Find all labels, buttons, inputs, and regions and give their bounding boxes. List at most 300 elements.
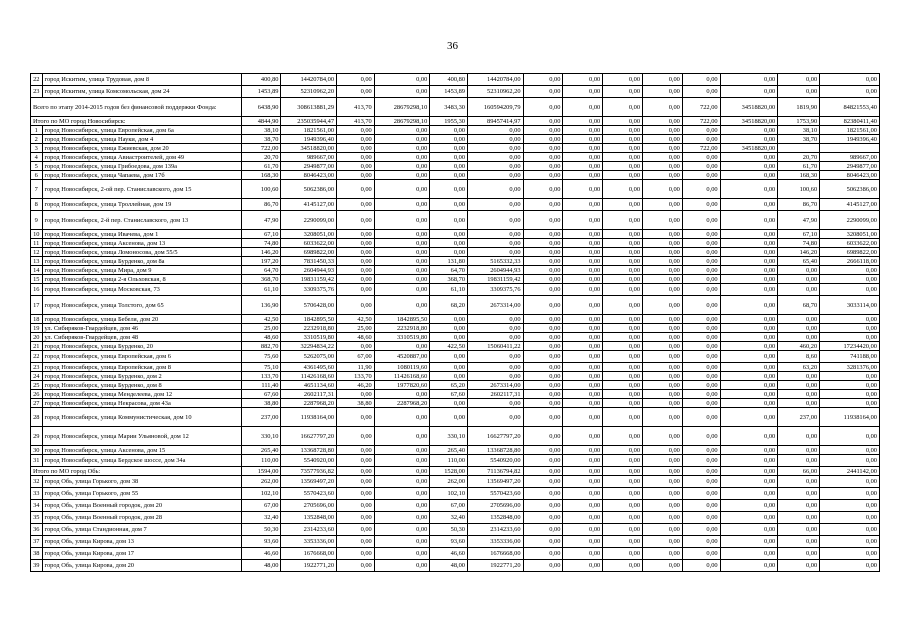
table-row	[31, 455, 880, 467]
address-cell: город Новосибирск, улица Аксенова, дом 15	[42, 446, 241, 455]
value-cell: 0,00	[374, 230, 430, 239]
value-cell: 7831450,33	[281, 257, 337, 266]
value-cell: 5706428,00	[281, 296, 337, 315]
value-cell: 168,30	[241, 171, 281, 180]
value-cell: 262,00	[241, 476, 281, 488]
value-cell: 0,00	[778, 446, 820, 455]
value-cell: 0,00	[430, 171, 468, 180]
value-cell: 0,00	[523, 135, 563, 144]
value-cell: 0,00	[337, 180, 375, 199]
value-cell: 0,00	[337, 390, 375, 399]
value-cell: 0,00	[603, 180, 643, 199]
row-number: 1	[31, 126, 43, 135]
table-row	[31, 512, 880, 524]
value-cell: 0,00	[374, 342, 430, 351]
value-cell: 0,00	[820, 74, 880, 86]
value-cell: 2314233,60	[468, 524, 524, 536]
value-cell: 0,00	[374, 135, 430, 144]
value-cell: 4145127,00	[820, 199, 880, 211]
value-cell: 0,00	[682, 512, 720, 524]
value-cell: 0,00	[820, 381, 880, 390]
value-cell: 0,00	[720, 153, 778, 162]
value-cell: 0,00	[643, 117, 683, 126]
value-cell: 0,00	[603, 86, 643, 98]
value-cell: 0,00	[563, 351, 603, 363]
value-cell: 0,00	[643, 135, 683, 144]
value-cell: 0,00	[682, 476, 720, 488]
value-cell: 0,00	[337, 248, 375, 257]
value-cell: 3281376,00	[820, 363, 880, 372]
value-cell: 1977820,60	[374, 381, 430, 390]
value-cell: 0,00	[468, 230, 524, 239]
row-number: 16	[31, 284, 43, 296]
value-cell: 0,00	[523, 315, 563, 324]
value-cell: 0,00	[820, 324, 880, 333]
value-cell: 0,00	[643, 74, 683, 86]
value-cell: 0,00	[643, 390, 683, 399]
value-cell: 0,00	[563, 144, 603, 153]
value-cell: 0,00	[720, 162, 778, 171]
value-cell: 0,00	[374, 74, 430, 86]
table-row	[31, 239, 880, 248]
value-cell: 0,00	[820, 455, 880, 467]
table-row	[31, 548, 880, 560]
value-cell: 1594,00	[241, 467, 281, 476]
value-cell: 2705696,00	[468, 500, 524, 512]
value-cell: 1676668,00	[468, 548, 524, 560]
value-cell: 50,30	[430, 524, 468, 536]
value-cell: 0,00	[430, 372, 468, 381]
value-cell: 0,00	[682, 390, 720, 399]
row-number: 12	[31, 248, 43, 257]
value-cell: 0,00	[820, 284, 880, 296]
value-cell: 0,00	[643, 476, 683, 488]
value-cell: 1753,90	[778, 117, 820, 126]
row-number: 8	[31, 199, 43, 211]
value-cell: 0,00	[720, 446, 778, 455]
value-cell: 0,00	[820, 512, 880, 524]
value-cell: 0,00	[523, 324, 563, 333]
value-cell: 0,00	[337, 171, 375, 180]
address-cell: город Новосибирск, 2-й пер. Станиславского, дом 13	[42, 211, 241, 230]
value-cell: 0,00	[603, 372, 643, 381]
value-cell: 0,00	[603, 144, 643, 153]
value-cell: 0,00	[720, 230, 778, 239]
value-cell: 61,10	[430, 284, 468, 296]
value-cell: 0,00	[430, 408, 468, 427]
table-row	[31, 180, 880, 199]
value-cell: 0,00	[523, 512, 563, 524]
value-cell: 368,70	[430, 275, 468, 284]
value-cell: 111,40	[241, 381, 281, 390]
summary-label: Итого по МО город Обь:	[31, 467, 242, 476]
value-cell: 2666118,00	[820, 257, 880, 266]
value-cell: 413,70	[337, 117, 375, 126]
value-cell: 0,00	[337, 144, 375, 153]
value-cell: 13569497,20	[468, 476, 524, 488]
value-cell: 102,10	[430, 488, 468, 500]
value-cell: 0,00	[682, 315, 720, 324]
value-cell: 0,00	[563, 372, 603, 381]
value-cell: 0,00	[682, 363, 720, 372]
value-cell: 0,00	[563, 548, 603, 560]
value-cell: 0,00	[682, 446, 720, 455]
value-cell: 0,00	[374, 126, 430, 135]
value-cell: 28679298,10	[374, 98, 430, 117]
value-cell: 67,60	[430, 390, 468, 399]
value-cell: 0,00	[468, 211, 524, 230]
value-cell: 0,00	[778, 488, 820, 500]
value-cell: 0,00	[820, 524, 880, 536]
address-cell: город Новосибирск, улица Бурденко, дом 8	[42, 381, 241, 390]
value-cell: 2232918,80	[374, 324, 430, 333]
value-cell: 1842895,50	[281, 315, 337, 324]
value-cell: 3310519,80	[281, 333, 337, 342]
value-cell: 0,00	[523, 257, 563, 266]
value-cell: 3353336,00	[281, 536, 337, 548]
value-cell: 86,70	[778, 199, 820, 211]
table-row	[31, 199, 880, 211]
row-number: 28	[31, 408, 43, 427]
value-cell: 0,00	[603, 284, 643, 296]
value-cell: 0,00	[720, 399, 778, 408]
value-cell: 0,00	[337, 135, 375, 144]
value-cell: 1352848,00	[281, 512, 337, 524]
value-cell: 8,60	[778, 351, 820, 363]
value-cell: 0,00	[523, 296, 563, 315]
value-cell: 0,00	[720, 315, 778, 324]
value-cell: 0,00	[820, 500, 880, 512]
value-cell: 722,00	[682, 117, 720, 126]
value-cell: 0,00	[603, 248, 643, 257]
value-cell: 0,00	[523, 446, 563, 455]
value-cell: 0,00	[720, 524, 778, 536]
value-cell: 0,00	[563, 257, 603, 266]
value-cell: 0,00	[468, 333, 524, 342]
value-cell: 5062386,00	[820, 180, 880, 199]
value-cell: 3309375,76	[281, 284, 337, 296]
address-cell: город Новосибирск, улица Менделеева, дом 12	[42, 390, 241, 399]
address-cell: город Искитим, улица Комсомольская, дом 24	[42, 86, 241, 98]
value-cell: 0,00	[563, 117, 603, 126]
value-cell: 0,00	[563, 211, 603, 230]
value-cell: 15060411,22	[468, 342, 524, 351]
table-row	[31, 446, 880, 455]
value-cell: 42,50	[241, 315, 281, 324]
value-cell: 0,00	[720, 548, 778, 560]
value-cell: 8046423,00	[820, 171, 880, 180]
value-cell: 61,70	[241, 162, 281, 171]
value-cell: 0,00	[603, 98, 643, 117]
value-cell: 0,00	[682, 408, 720, 427]
value-cell: 0,00	[430, 135, 468, 144]
value-cell: 74,80	[778, 239, 820, 248]
value-cell: 0,00	[563, 342, 603, 351]
value-cell: 0,00	[468, 239, 524, 248]
address-cell: город Новосибирск, улица Ивачева, дом 1	[42, 230, 241, 239]
value-cell: 0,00	[720, 275, 778, 284]
value-cell: 0,00	[682, 162, 720, 171]
table-row	[31, 86, 880, 98]
value-cell: 0,00	[643, 446, 683, 455]
value-cell: 989667,00	[820, 153, 880, 162]
value-cell: 0,00	[563, 239, 603, 248]
value-cell: 100,60	[241, 180, 281, 199]
value-cell: 0,00	[468, 363, 524, 372]
row-number: 34	[31, 500, 43, 512]
row-number: 19	[31, 324, 43, 333]
value-cell: 52310962,20	[281, 86, 337, 98]
value-cell: 0,00	[720, 257, 778, 266]
value-cell: 14420784,00	[281, 74, 337, 86]
value-cell: 1453,89	[241, 86, 281, 98]
row-number: 39	[31, 560, 43, 572]
value-cell: 0,00	[563, 162, 603, 171]
value-cell: 0,00	[563, 524, 603, 536]
value-cell: 2287968,20	[281, 399, 337, 408]
value-cell: 0,00	[523, 372, 563, 381]
value-cell: 0,00	[778, 399, 820, 408]
value-cell: 0,00	[374, 408, 430, 427]
value-cell: 0,00	[643, 467, 683, 476]
value-cell: 0,00	[643, 248, 683, 257]
value-cell: 1955,30	[430, 117, 468, 126]
value-cell: 110,00	[241, 455, 281, 467]
value-cell: 0,00	[374, 257, 430, 266]
value-cell: 0,00	[720, 512, 778, 524]
row-number: 5	[31, 162, 43, 171]
value-cell: 0,00	[468, 199, 524, 211]
value-cell: 19831159,42	[468, 275, 524, 284]
value-cell: 0,00	[643, 98, 683, 117]
address-cell: город Новосибирск, улица Европейская, дом 6	[42, 351, 241, 363]
address-cell: город Обь, улица Военный городок, дом 20	[42, 500, 241, 512]
value-cell: 0,00	[778, 427, 820, 446]
value-cell: 0,00	[563, 98, 603, 117]
value-cell: 0,00	[603, 455, 643, 467]
value-cell: 0,00	[337, 211, 375, 230]
value-cell: 0,00	[523, 144, 563, 153]
value-cell: 5062386,00	[281, 180, 337, 199]
value-cell: 0,00	[603, 342, 643, 351]
value-cell: 0,00	[337, 524, 375, 536]
value-cell: 0,00	[374, 153, 430, 162]
value-cell: 0,00	[523, 524, 563, 536]
value-cell: 1821561,00	[281, 126, 337, 135]
value-cell: 0,00	[820, 427, 880, 446]
value-cell: 0,00	[643, 427, 683, 446]
value-cell: 0,00	[820, 86, 880, 98]
value-cell: 0,00	[468, 162, 524, 171]
value-cell: 0,00	[374, 536, 430, 548]
value-cell: 0,00	[720, 324, 778, 333]
value-cell: 14420784,00	[468, 74, 524, 86]
value-cell: 0,00	[643, 488, 683, 500]
value-cell: 48,00	[430, 560, 468, 572]
value-cell: 0,00	[563, 455, 603, 467]
value-cell: 0,00	[430, 351, 468, 363]
value-cell: 0,00	[337, 446, 375, 455]
value-cell: 0,00	[563, 284, 603, 296]
address-cell: город Обь, улица Горького, дом 55	[42, 488, 241, 500]
value-cell: 0,00	[778, 500, 820, 512]
value-cell: 0,00	[720, 135, 778, 144]
value-cell: 0,00	[523, 399, 563, 408]
value-cell: 1821561,00	[820, 126, 880, 135]
value-cell: 0,00	[563, 86, 603, 98]
value-cell: 0,00	[720, 363, 778, 372]
value-cell: 0,00	[778, 315, 820, 324]
value-cell: 4361495,60	[281, 363, 337, 372]
value-cell: 1352848,00	[468, 512, 524, 524]
value-cell: 1080119,60	[374, 363, 430, 372]
value-cell: 0,00	[720, 74, 778, 86]
value-cell: 0,00	[603, 117, 643, 126]
address-cell: город Новосибирск, улица Науки, дом 4	[42, 135, 241, 144]
value-cell: 2602117,31	[281, 390, 337, 399]
address-cell: город Новосибирск, улица Троллейная, дом 19	[42, 199, 241, 211]
address-cell: город Искитим, улица Трудовая, дом 8	[42, 74, 241, 86]
value-cell: 0,00	[720, 126, 778, 135]
value-cell: 460,20	[778, 342, 820, 351]
value-cell: 46,20	[337, 381, 375, 390]
value-cell: 0,00	[643, 257, 683, 266]
value-cell: 0,00	[720, 372, 778, 381]
value-cell: 1922771,20	[468, 560, 524, 572]
row-number: 17	[31, 296, 43, 315]
value-cell: 0,00	[337, 342, 375, 351]
table-row	[31, 363, 880, 372]
value-cell: 34518820,00	[720, 98, 778, 117]
value-cell: 0,00	[430, 126, 468, 135]
value-cell: 0,00	[643, 153, 683, 162]
row-number: 11	[31, 239, 43, 248]
row-number: 22	[31, 74, 43, 86]
address-cell: город Новосибирск, улица Мира, дом 9	[42, 266, 241, 275]
value-cell: 0,00	[337, 126, 375, 135]
value-cell: 0,00	[468, 144, 524, 153]
value-cell: 0,00	[563, 363, 603, 372]
row-number: 6	[31, 171, 43, 180]
address-cell: город Новосибирск, улица Некрасова, дом 43а	[42, 399, 241, 408]
value-cell: 413,70	[337, 98, 375, 117]
value-cell: 2290099,00	[281, 211, 337, 230]
value-cell: 0,00	[820, 315, 880, 324]
address-cell: город Новосибирск, улица Бурденко, 20	[42, 342, 241, 351]
value-cell: 0,00	[682, 199, 720, 211]
value-cell: 0,00	[643, 230, 683, 239]
value-cell: 6033622,00	[820, 239, 880, 248]
value-cell: 50,30	[241, 524, 281, 536]
value-cell: 6033622,00	[281, 239, 337, 248]
row-number: 2	[31, 135, 43, 144]
value-cell: 5570423,60	[468, 488, 524, 500]
value-cell: 0,00	[820, 275, 880, 284]
value-cell: 0,00	[523, 351, 563, 363]
value-cell: 0,00	[468, 408, 524, 427]
value-cell: 0,00	[603, 211, 643, 230]
value-cell: 0,00	[603, 446, 643, 455]
value-cell: 0,00	[430, 199, 468, 211]
value-cell: 0,00	[603, 171, 643, 180]
value-cell: 0,00	[820, 560, 880, 572]
value-cell: 75,60	[241, 351, 281, 363]
address-cell: город Новосибирск, улица 2-я Ольховская, 8	[42, 275, 241, 284]
value-cell: 0,00	[682, 351, 720, 363]
value-cell: 0,00	[523, 408, 563, 427]
value-cell: 146,20	[241, 248, 281, 257]
value-cell: 0,00	[682, 524, 720, 536]
value-cell: 110,00	[430, 455, 468, 467]
value-cell: 0,00	[563, 408, 603, 427]
value-cell: 0,00	[682, 126, 720, 135]
value-cell: 0,00	[643, 180, 683, 199]
value-cell: 0,00	[430, 324, 468, 333]
value-cell: 0,00	[523, 199, 563, 211]
value-cell: 0,00	[523, 162, 563, 171]
value-cell: 0,00	[643, 284, 683, 296]
value-cell: 0,00	[778, 324, 820, 333]
value-cell: 0,00	[643, 239, 683, 248]
value-cell: 235035944,47	[281, 117, 337, 126]
value-cell: 0,00	[820, 399, 880, 408]
value-cell: 11,90	[337, 363, 375, 372]
value-cell: 0,00	[682, 488, 720, 500]
value-cell: 100,60	[778, 180, 820, 199]
summary-label: Итого по МО город Новосибирск:	[31, 117, 242, 126]
value-cell: 0,00	[337, 488, 375, 500]
value-cell: 4145127,00	[281, 199, 337, 211]
table-row	[31, 117, 880, 126]
value-cell: 0,00	[430, 211, 468, 230]
value-cell: 0,00	[374, 427, 430, 446]
value-cell: 0,00	[682, 548, 720, 560]
value-cell: 0,00	[337, 560, 375, 572]
value-cell: 2949877,00	[281, 162, 337, 171]
value-cell: 0,00	[778, 275, 820, 284]
value-cell: 0,00	[682, 180, 720, 199]
value-cell: 0,00	[430, 162, 468, 171]
address-cell: город Новосибирск, улица Ежиевская, дом 20	[42, 144, 241, 153]
table-row	[31, 74, 880, 86]
value-cell: 67,10	[778, 230, 820, 239]
value-cell: 0,00	[720, 171, 778, 180]
value-cell: 0,00	[778, 560, 820, 572]
value-cell: 0,00	[374, 512, 430, 524]
value-cell: 0,00	[603, 476, 643, 488]
value-cell: 0,00	[523, 126, 563, 135]
address-cell: город Новосибирск, улица Авиастроителей, дом 49	[42, 153, 241, 162]
value-cell: 0,00	[682, 275, 720, 284]
row-number: 27	[31, 399, 43, 408]
value-cell: 0,00	[523, 548, 563, 560]
value-cell: 32,40	[241, 512, 281, 524]
value-cell: 0,00	[720, 211, 778, 230]
value-cell: 0,00	[374, 275, 430, 284]
address-cell: город Обь, улица Военный городок, дом 28	[42, 512, 241, 524]
value-cell: 48,00	[241, 560, 281, 572]
address-cell: город Новосибирск, улица Марии Ульяновой, дом 12	[42, 427, 241, 446]
value-cell: 5540920,00	[281, 455, 337, 467]
value-cell: 0,00	[603, 363, 643, 372]
value-cell: 0,00	[643, 560, 683, 572]
value-cell: 2314233,60	[281, 524, 337, 536]
value-cell: 3208051,00	[281, 230, 337, 239]
value-cell: 0,00	[337, 257, 375, 266]
value-cell: 5570423,60	[281, 488, 337, 500]
value-cell: 0,00	[374, 476, 430, 488]
table-row	[31, 315, 880, 324]
